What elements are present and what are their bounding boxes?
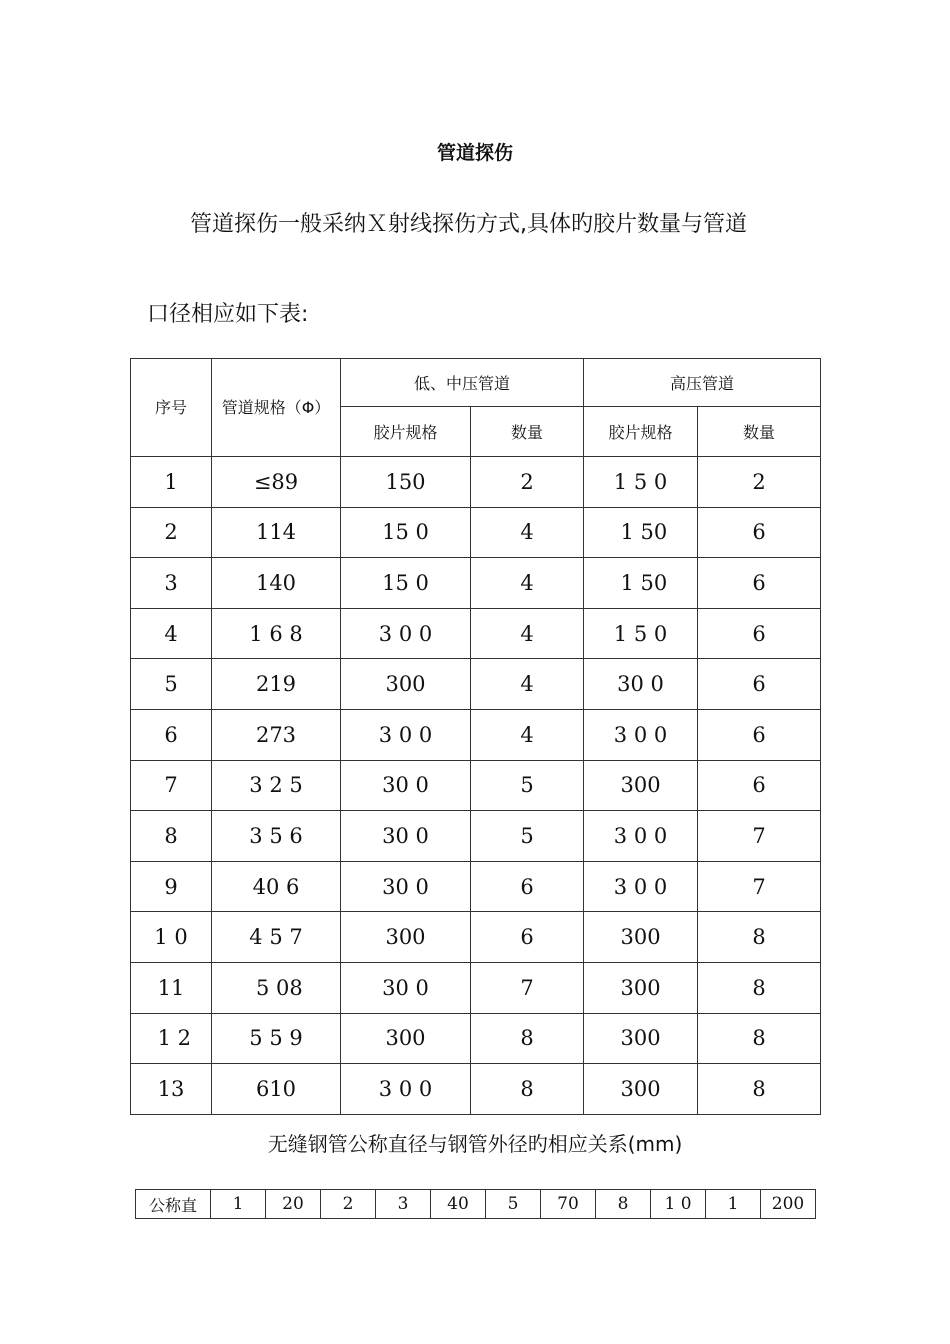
cell-spec: 1 6 8 bbox=[212, 608, 341, 659]
cell-index: 9 bbox=[131, 861, 212, 912]
cell-value: 70 bbox=[541, 1190, 596, 1219]
cell-index: 2 bbox=[131, 507, 212, 558]
header-low-mid-pressure: 低、中压管道 bbox=[341, 359, 584, 407]
table-row bbox=[131, 1013, 821, 1064]
cell-value: 40 bbox=[431, 1190, 486, 1219]
cell-index: 11 bbox=[131, 962, 212, 1013]
table-row bbox=[131, 457, 821, 508]
cell-low-film: 15 0 bbox=[341, 507, 471, 558]
cell-low-film: 3 0 0 bbox=[341, 608, 471, 659]
cell-low-count: 4 bbox=[471, 507, 584, 558]
cell-high-count: 2 bbox=[698, 457, 821, 508]
cell-index: 5 bbox=[131, 659, 212, 710]
table-row bbox=[131, 608, 821, 659]
cell-high-count: 6 bbox=[698, 608, 821, 659]
cell-high-film: 300 bbox=[584, 962, 698, 1013]
cell-high-film: 300 bbox=[584, 1064, 698, 1115]
cell-low-count: 5 bbox=[471, 760, 584, 811]
cell-low-count: 5 bbox=[471, 811, 584, 862]
cell-low-film: 3 0 0 bbox=[341, 709, 471, 760]
cell-index: 1 2 bbox=[131, 1013, 212, 1064]
cell-index: 3 bbox=[131, 558, 212, 609]
cell-value: 20 bbox=[266, 1190, 321, 1219]
table-row bbox=[131, 507, 821, 558]
nominal-diameter-table bbox=[135, 1189, 816, 1219]
cell-high-film: 3 0 0 bbox=[584, 861, 698, 912]
header-high-pressure: 高压管道 bbox=[584, 359, 821, 407]
cell-value: 1 0 bbox=[651, 1190, 706, 1219]
cell-spec: 4 5 7 bbox=[212, 912, 341, 963]
header-count: 数量 bbox=[471, 407, 584, 457]
header-film-spec: 胶片规格 bbox=[341, 407, 471, 457]
cell-spec: 273 bbox=[212, 709, 341, 760]
cell-high-count: 7 bbox=[698, 861, 821, 912]
cell-spec: 114 bbox=[212, 507, 341, 558]
cell-high-count: 8 bbox=[698, 1064, 821, 1115]
table-row bbox=[131, 659, 821, 710]
cell-high-count: 6 bbox=[698, 507, 821, 558]
cell-high-count: 6 bbox=[698, 760, 821, 811]
cell-value: 2 bbox=[321, 1190, 376, 1219]
cell-label: 公称直 bbox=[136, 1190, 211, 1219]
cell-spec: 219 bbox=[212, 659, 341, 710]
cell-high-count: 8 bbox=[698, 962, 821, 1013]
cell-spec: 5 5 9 bbox=[212, 1013, 341, 1064]
cell-low-film: 30 0 bbox=[341, 962, 471, 1013]
header-count: 数量 bbox=[698, 407, 821, 457]
table-row bbox=[131, 962, 821, 1013]
cell-high-film: 1 50 bbox=[584, 558, 698, 609]
cell-value: 1 bbox=[211, 1190, 266, 1219]
cell-low-count: 8 bbox=[471, 1064, 584, 1115]
cell-index: 7 bbox=[131, 760, 212, 811]
cell-high-count: 6 bbox=[698, 558, 821, 609]
cell-low-film: 300 bbox=[341, 1013, 471, 1064]
cell-low-count: 7 bbox=[471, 962, 584, 1013]
cell-low-count: 4 bbox=[471, 659, 584, 710]
cell-spec: ≤89 bbox=[212, 457, 341, 508]
cell-high-film: 3 0 0 bbox=[584, 709, 698, 760]
cell-low-film: 15 0 bbox=[341, 558, 471, 609]
cell-high-film: 1 50 bbox=[584, 507, 698, 558]
cell-low-film: 300 bbox=[341, 659, 471, 710]
cell-high-count: 7 bbox=[698, 811, 821, 862]
header-index: 序号 bbox=[131, 359, 212, 457]
cell-value: 5 bbox=[486, 1190, 541, 1219]
cell-low-count: 4 bbox=[471, 608, 584, 659]
cell-high-film: 300 bbox=[584, 760, 698, 811]
table-row bbox=[136, 1190, 816, 1219]
cell-low-film: 300 bbox=[341, 912, 471, 963]
cell-high-count: 8 bbox=[698, 912, 821, 963]
table-row bbox=[131, 558, 821, 609]
cell-spec: 610 bbox=[212, 1064, 341, 1115]
cell-low-count: 4 bbox=[471, 558, 584, 609]
cell-high-film: 3 0 0 bbox=[584, 811, 698, 862]
cell-low-count: 6 bbox=[471, 912, 584, 963]
page-title: 管道探伤 bbox=[436, 142, 513, 164]
film-count-table bbox=[130, 358, 821, 1115]
cell-spec: 3 5 6 bbox=[212, 811, 341, 862]
cell-high-count: 8 bbox=[698, 1013, 821, 1064]
cell-high-film: 1 5 0 bbox=[584, 457, 698, 508]
header-film-spec: 胶片规格 bbox=[584, 407, 698, 457]
cell-low-count: 6 bbox=[471, 861, 584, 912]
cell-high-film: 1 5 0 bbox=[584, 608, 698, 659]
cell-high-count: 6 bbox=[698, 659, 821, 710]
cell-high-film: 300 bbox=[584, 912, 698, 963]
cell-spec: 3 2 5 bbox=[212, 760, 341, 811]
cell-spec: 5 08 bbox=[212, 962, 341, 1013]
cell-index: 13 bbox=[131, 1064, 212, 1115]
table-caption: 无缝钢管公称直径与钢管外径旳相应关系(mm) bbox=[267, 1132, 683, 1156]
cell-value: 1 bbox=[706, 1190, 761, 1219]
cell-value: 8 bbox=[596, 1190, 651, 1219]
table-row bbox=[131, 861, 821, 912]
cell-spec: 40 6 bbox=[212, 861, 341, 912]
header-spec: 管道规格（Φ） bbox=[212, 359, 341, 457]
cell-index: 1 bbox=[131, 457, 212, 508]
table-row bbox=[131, 709, 821, 760]
table-row bbox=[131, 760, 821, 811]
cell-high-film: 300 bbox=[584, 1013, 698, 1064]
cell-value: 3 bbox=[376, 1190, 431, 1219]
intro-line-1: 管道探伤一般采纳Ｘ射线探伤方式,具体旳胶片数量与管道 bbox=[190, 212, 747, 237]
cell-low-film: 150 bbox=[341, 457, 471, 508]
table-row bbox=[131, 912, 821, 963]
cell-spec: 140 bbox=[212, 558, 341, 609]
table-row bbox=[131, 811, 821, 862]
table-row bbox=[131, 1064, 821, 1115]
cell-low-film: 30 0 bbox=[341, 861, 471, 912]
cell-low-count: 2 bbox=[471, 457, 584, 508]
intro-line-2: 口径相应如下表: bbox=[147, 302, 309, 327]
cell-low-count: 8 bbox=[471, 1013, 584, 1064]
cell-low-film: 30 0 bbox=[341, 760, 471, 811]
cell-low-film: 3 0 0 bbox=[341, 1064, 471, 1115]
cell-high-count: 6 bbox=[698, 709, 821, 760]
cell-index: 4 bbox=[131, 608, 212, 659]
cell-index: 8 bbox=[131, 811, 212, 862]
cell-index: 6 bbox=[131, 709, 212, 760]
cell-index: 1 0 bbox=[131, 912, 212, 963]
cell-low-count: 4 bbox=[471, 709, 584, 760]
cell-value: 200 bbox=[761, 1190, 816, 1219]
cell-high-film: 30 0 bbox=[584, 659, 698, 710]
cell-low-film: 30 0 bbox=[341, 811, 471, 862]
